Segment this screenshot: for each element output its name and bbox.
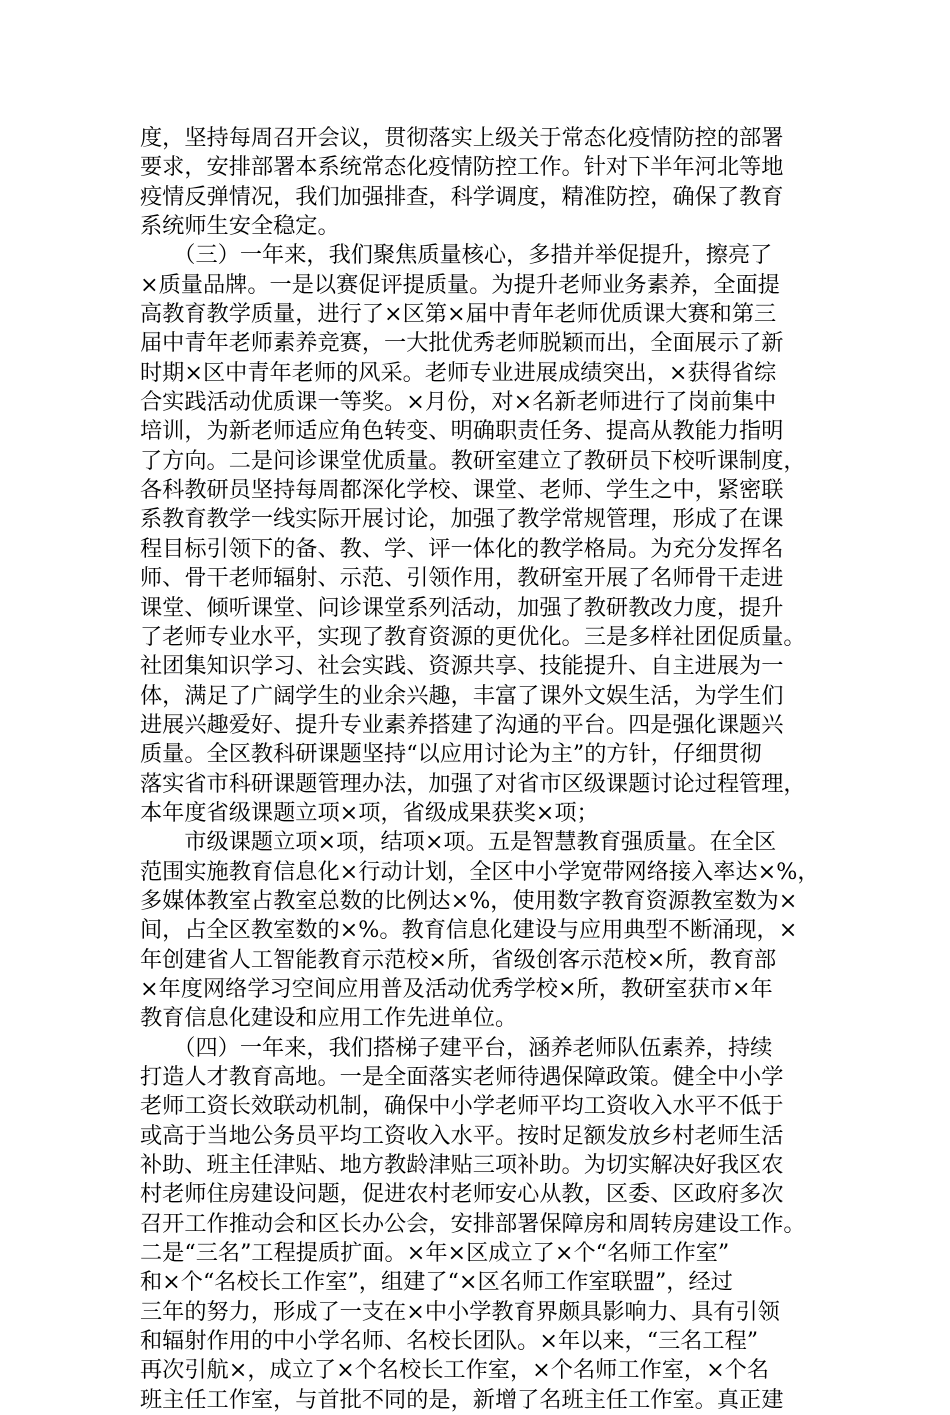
text-line: 二是“三名”工程提质扩面。×年×区成立了×个“名师工作室” (140, 1240, 730, 1267)
text-line: 再次引航×，成立了×个名校长工作室，×个名师工作室，×个名 (140, 1357, 770, 1384)
text-line: 度，坚持每周召开会议，贯彻落实上级关于常态化疫情防控的部署 (140, 125, 784, 151)
text-line: 系教育教学一线实际开展讨论，加强了教学常规管理，形成了在课 (140, 506, 784, 533)
text-line: ×年度网络学习空间应用普及活动优秀学校×所，教研室获市×年 (140, 975, 773, 1002)
text-line: 打造人才教育高地。一是全面落实老师待遇保障政策。健全中小学 (140, 1064, 784, 1090)
text-line: 社团集知识学习、社会实践、资源共享、技能提升、自主进展为一 (140, 653, 784, 680)
text-line: 班主任工作室，与首批不同的是，新增了名班主任工作室。真正建 (140, 1386, 784, 1413)
text-line: 补助、班主任津贴、地方教龄津贴三项补助。为切实解决好我区农 (140, 1152, 784, 1179)
text-line: 教育信息化建设和应用工作先进单位。 (140, 1005, 518, 1032)
text-line: 了方向。二是问诊课堂优质量。教研室建立了教研员下校听课制度， (140, 447, 806, 474)
text-line: 进展兴趣爱好、提升专业素养搭建了沟通的平台。四是强化课题兴 (140, 711, 784, 738)
text-line: 培训，为新老师适应角色转变、明确职责任务、提高从教能力指明 (140, 418, 784, 445)
text-line: 范围实施教育信息化×行动计划，全区中小学宽带网络接入率达×%， (140, 858, 820, 885)
text-line: 年创建省人工智能教育示范校×所，省级创客示范校×所，教育部 (140, 946, 777, 973)
text-line: ×质量品牌。一是以赛促评提质量。为提升老师业务素养，全面提 (140, 271, 780, 298)
text-line: 要求，安排部署本系统常态化疫情防控工作。针对下半年河北等地 (140, 154, 784, 181)
text-line: 疫情反弹情况，我们加强排查，科学调度，精准防控，确保了教育 (140, 183, 784, 210)
text-line: 老师工资长效联动机制，确保中小学老师平均工资收入水平不低于 (140, 1093, 784, 1120)
text-line: 市级课题立项×项，结项×项。五是智慧教育强质量。在全区 (140, 829, 777, 856)
text-line: 三年的努力，形成了一支在×中小学教育界颇具影响力、具有引领 (140, 1298, 780, 1325)
text-line: 本年度省级课题立项×项，省级成果获奖×项； (140, 799, 599, 826)
text-line: 系统师生安全稳定。 (140, 213, 340, 240)
text-line: 师、骨干老师辐射、示范、引领作用，教研室开展了名师骨干走进 (140, 565, 784, 592)
body-text (140, 124, 820, 1415)
text-line: 高教育教学质量，进行了×区第×届中青年老师优质课大赛和第三 (140, 301, 777, 328)
text-line: 村老师住房建设问题，促进农村老师安心从教，区委、区政府多次 (140, 1181, 784, 1208)
text-line: 和×个“名校长工作室”，组建了“×区名师工作室联盟”，经过 (140, 1269, 733, 1296)
text-line: 了老师专业水平，实现了教育资源的更优化。三是多样社团促质量。 (140, 623, 806, 650)
text-line: 时期×区中青年老师的风采。老师专业进展成绩突出，×获得省综 (140, 359, 777, 386)
text-line: 多媒体教室占教室总数的比例达×%，使用数字教育资源教室数为× (140, 887, 798, 914)
text-line: 或高于当地公务员平均工资收入水平。按时足额发放乡村老师生活 (140, 1122, 784, 1149)
text-line: 各科教研员坚持每周都深化学校、课堂、老师、学生之中，紧密联 (140, 477, 784, 504)
text-line: （三）一年来，我们聚焦质量核心，多措并举促提升，擦亮了 (140, 242, 773, 269)
text-line: 质量。全区教科研课题坚持“以应用讨论为主”的方针，仔细贯彻 (140, 741, 762, 768)
text-line: 程目标引领下的备、教、学、评一体化的教学格局。为充分发挥名 (140, 535, 784, 562)
text-line: 课堂、倾听课堂、问诊课堂系列活动，加强了教研教改力度，提升 (140, 594, 784, 621)
text-line: （四）一年来，我们搭梯子建平台，涵养老师队伍素养，持续 (140, 1034, 773, 1061)
text-line: 合实践活动优质课一等奖。×月份，对×名新老师进行了岗前集中 (140, 389, 777, 416)
text-line: 间，占全区教室数的×%。教育信息化建设与应用典型不断涌现，× (140, 917, 798, 944)
text-line: 体，满足了广阔学生的业余兴趣，丰富了课外文娱生活，为学生们 (140, 682, 784, 709)
text-line: 届中青年老师素养竞赛，一大批优秀老师脱颖而出，全面展示了新 (140, 330, 784, 357)
text-line: 召开工作推动会和区长办公会，安排部署保障房和周转房建设工作。 (140, 1210, 806, 1237)
text-line: 和辐射作用的中小学名师、名校长团队。×年以来，“三名工程” (140, 1328, 759, 1355)
text-line: 落实省市科研课题管理办法，加强了对省市区级课题讨论过程管理， (140, 770, 806, 797)
